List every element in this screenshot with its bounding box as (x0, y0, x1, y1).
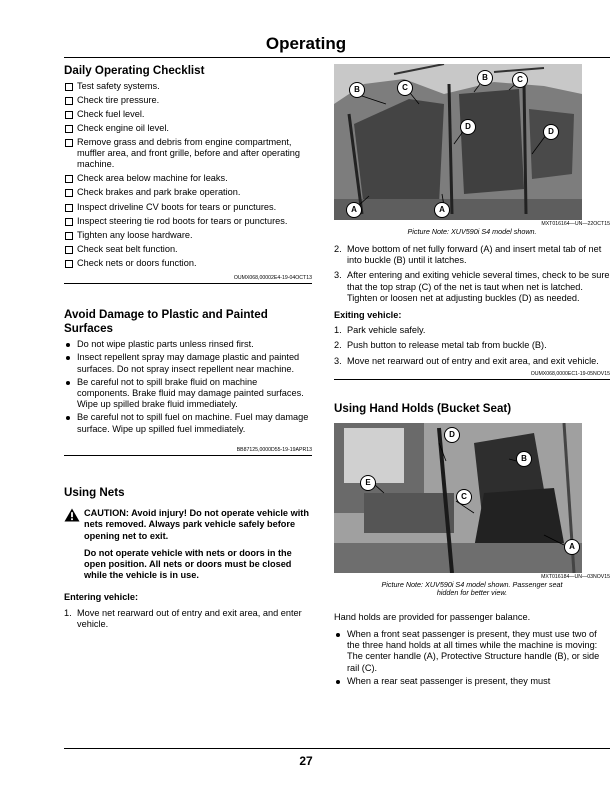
checklist-heading: Daily Operating Checklist (64, 64, 205, 77)
checkbox-icon (65, 218, 73, 226)
step-item: 1. Park vehicle safely. (334, 325, 426, 336)
callout-d: D (543, 124, 559, 140)
checkbox-icon (65, 204, 73, 212)
picture-note: Picture Note: XUV590i S4 model shown. Passenger seat hidden for better view. (381, 579, 563, 598)
bullet-icon (336, 633, 340, 637)
callout-c: C (512, 72, 528, 88)
reference-code: OUMX068,0000EC1-19-05NOV15 (530, 370, 610, 377)
callout-a: A (434, 202, 450, 218)
checkbox-icon (65, 260, 73, 268)
caution-block (64, 508, 312, 581)
checkbox-icon (65, 125, 73, 133)
checklist-item: Tighten any loose hardware. (64, 230, 312, 241)
bullet-item: Insect repellent spray may damage plastic and painted surfaces. Do not spray insect repellent near machine. (64, 352, 312, 374)
checklist-item: Check fuel level. (64, 109, 312, 120)
footer-rule (64, 748, 610, 749)
right-column (334, 64, 610, 689)
callout-b: B (349, 82, 365, 98)
figure-reference: MXT016164—UN—22OCT15 (541, 221, 610, 227)
picture-note: Picture Note: XUV590i S4 model shown. (407, 226, 537, 236)
step-item: 1. Move net rearward out of entry and exit area, and enter vehicle. (64, 607, 302, 629)
entering-steps-continued (334, 244, 610, 304)
callout-b: B (477, 70, 493, 86)
checklist-item: Check nets or doors function. (64, 258, 312, 269)
step-item: 3. Move net rearward out of entry and exit area, and exit vehicle. (334, 355, 599, 366)
callout-c: C (456, 489, 472, 505)
caution-text: CAUTION: Avoid injury! Do not operate vehicle with nets removed. Always park vehicle safely before opening net to exit. (84, 508, 309, 541)
reference-code: OUMX068,00002E4-19-04OCT13 (233, 275, 312, 282)
bullet-icon (66, 416, 70, 420)
checklist (64, 81, 312, 270)
checkbox-icon (65, 97, 73, 105)
bullet-item: Do not wipe plastic parts unless rinsed first. (64, 339, 312, 350)
plastic-heading: Avoid Damage to Plastic and Painted Surfaces (64, 308, 268, 335)
handholds-photo (334, 423, 582, 573)
callout-e: E (360, 475, 376, 491)
nets-heading: Using Nets (64, 485, 125, 499)
exiting-heading: Exiting vehicle: (334, 310, 402, 321)
checkbox-icon (65, 246, 73, 254)
caution-text: Do not operate vehicle with nets or doors in the open position. All nets or doors must be closed while the vehicle is in use. (84, 547, 292, 581)
checkbox-icon (65, 111, 73, 119)
checklist-item: Remove grass and debris from engine compartment, muffler area, and front grille, before and after operating machine. (64, 137, 312, 171)
callout-b: B (516, 451, 532, 467)
callout-c: C (397, 80, 413, 96)
warning-triangle-icon (64, 508, 80, 522)
checkbox-icon (65, 189, 73, 197)
bullet-icon (66, 343, 70, 347)
bullet-icon (66, 356, 70, 360)
section-divider (334, 379, 610, 380)
nets-photo (334, 64, 582, 220)
header-rule (64, 57, 610, 58)
bullet-icon (336, 680, 340, 684)
bullet-item: Be careful not to spill brake fluid on machine components. Brake fluid may damage painted surfaces. Wipe up spilled brake fluid immediately. (64, 377, 312, 411)
bullet-icon (66, 381, 70, 385)
bullet-item: When a rear seat passenger is present, they must (334, 676, 610, 687)
callout-a: A (564, 539, 580, 555)
left-column (64, 64, 312, 634)
handholds-list (334, 629, 610, 687)
section-divider (64, 455, 312, 456)
checklist-item: Check brakes and park brake operation. (64, 187, 312, 198)
checkbox-icon (65, 232, 73, 240)
reference-code: BB87125,0000D55-19-19APR13 (236, 446, 312, 453)
handholds-intro: Hand holds are provided for passenger balance. (334, 611, 531, 622)
nets-photo-illustration (334, 64, 582, 220)
checkbox-icon (65, 83, 73, 91)
step-item: 2. Move bottom of net fully forward (A) and insert metal tab of net into buckle (B) until it latches. (334, 244, 602, 266)
entering-heading: Entering vehicle: (64, 592, 139, 603)
callout-a: A (346, 202, 362, 218)
checklist-item: Check seat belt function. (64, 244, 312, 255)
section-divider (64, 283, 312, 284)
checklist-item: Inspect driveline CV boots for tears or punctures. (64, 202, 312, 213)
handholds-heading: Using Hand Holds (Bucket Seat) (334, 401, 512, 415)
step-item: 2. Push button to release metal tab from buckle (B). (334, 340, 547, 351)
entering-steps (64, 608, 312, 630)
bullet-item: Be careful not to spill fuel on machine. Fuel may damage surface. Wipe up spilled fuel immediately. (64, 412, 312, 434)
page-number: 27 (299, 754, 313, 768)
figure-reference: MXT016184—UN—03NOV15 (541, 574, 610, 581)
checklist-item: Test safety systems. (64, 81, 312, 92)
bullet-item: When a front seat passenger is present, they must use two of the three hand holds at all times while the machine is moving: The center handle (A), Protective Structure handle (B), or side rail (C). (334, 629, 610, 674)
exiting-steps (334, 325, 610, 367)
page-title: Operating (265, 34, 347, 53)
checklist-item: Check tire pressure. (64, 95, 312, 106)
plastic-list (64, 339, 312, 435)
checklist-item: Check engine oil level. (64, 123, 312, 134)
checkbox-icon (65, 139, 73, 147)
step-item: 3. After entering and exiting vehicle several times, check to be sure that the top strap (C) of the net is taut when net is latched. Tighten or loosen net at adjusting buckles (D) as needed. (334, 270, 610, 303)
checklist-item: Inspect steering tie rod boots for tears or punctures. (64, 216, 312, 227)
checklist-item: Check area below machine for leaks. (64, 173, 312, 184)
callout-d: D (444, 427, 460, 443)
checkbox-icon (65, 175, 73, 183)
callout-d: D (460, 119, 476, 135)
